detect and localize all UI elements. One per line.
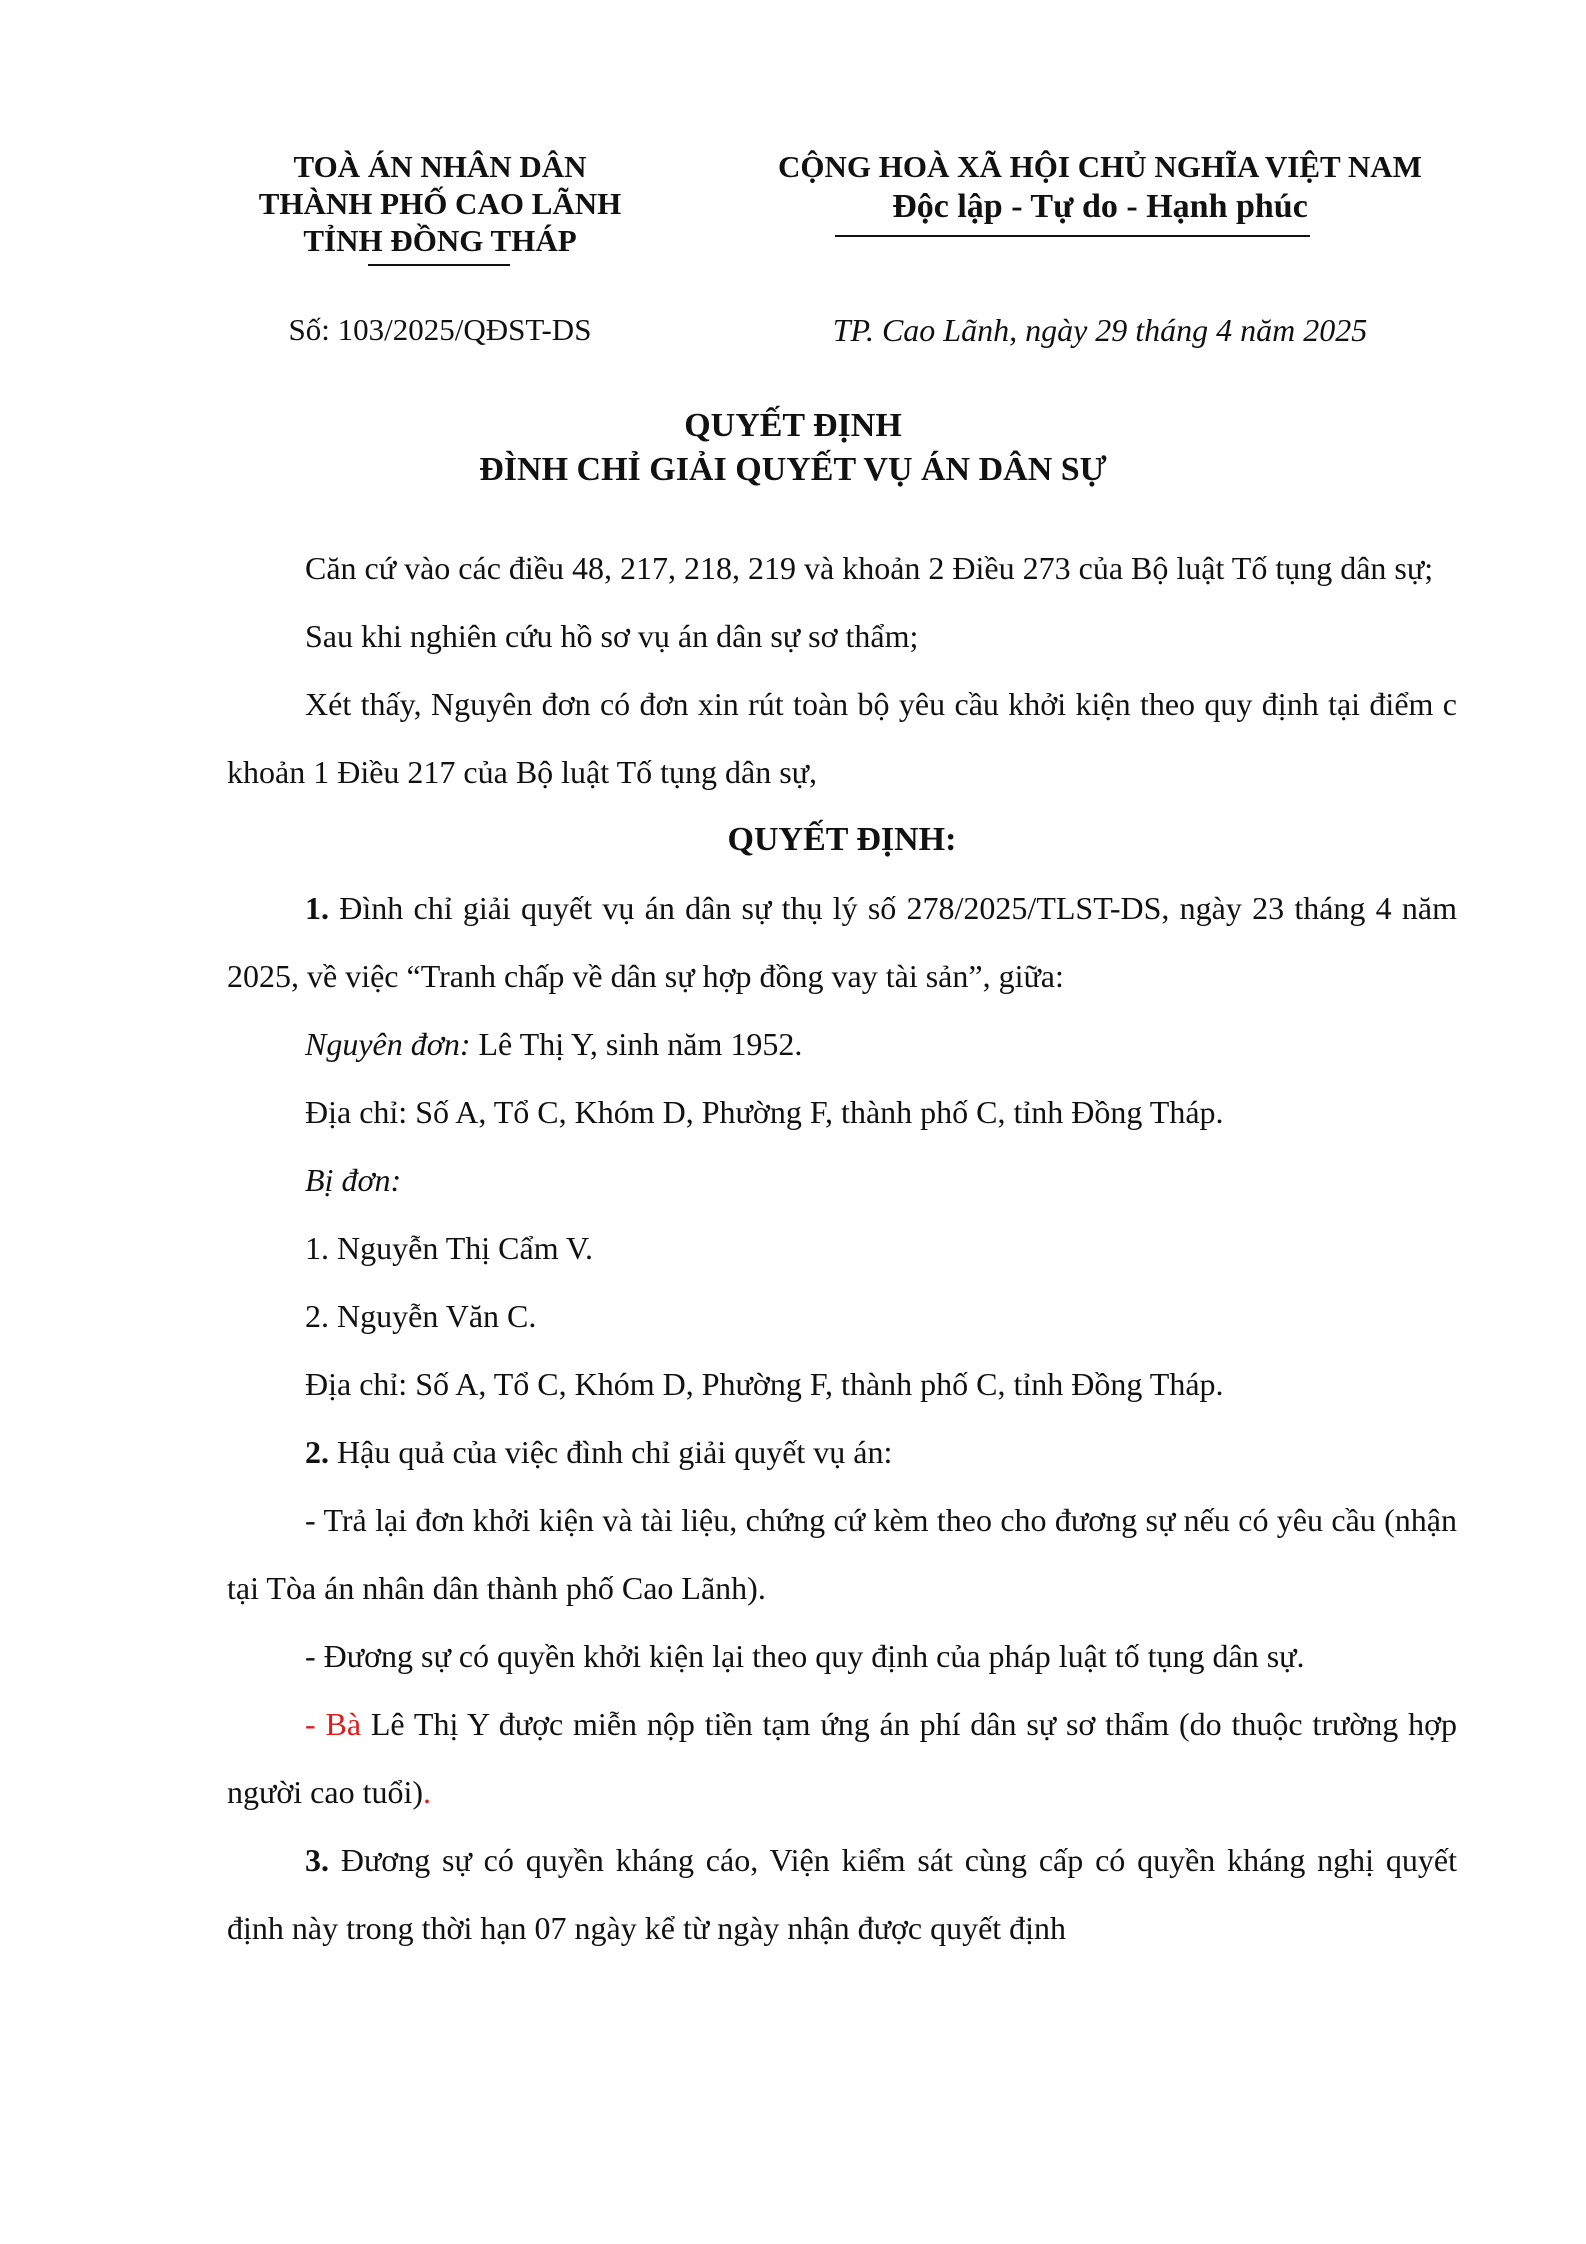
item-2-text: Hậu quả của việc đình chỉ giải quyết vụ án: xyxy=(329,1434,893,1470)
item-2-a: - Trả lại đơn khởi kiện và tài liệu, chứng cứ kèm theo cho đương sự nếu có yêu cầu (nhận tại Tòa án nhân dân thành phố Cao Lãnh). xyxy=(227,1502,1457,1606)
defendant-1: 1. Nguyễn Thị Cẩm V. xyxy=(305,1230,594,1266)
decision-heading: QUYẾT ĐỊNH: xyxy=(727,821,957,858)
place-date: TP. Cao Lãnh, ngày 29 tháng 4 năm 2025 xyxy=(832,312,1368,348)
document-body xyxy=(227,534,1457,1962)
preamble-finding: Xét thấy, Nguyên đơn có đơn xin rút toàn bộ yêu cầu khởi kiện theo quy định tại điểm c khoản 1 Điều 217 của Bộ luật Tố tụng dân sự, xyxy=(227,686,1457,790)
item-1 xyxy=(227,874,1457,1010)
item-2-c-end: . xyxy=(423,1774,431,1810)
country-name: CỘNG HOÀ XÃ HỘI CHỦ NGHĨA VIỆT NAM xyxy=(778,149,1422,184)
title-line-2: ĐÌNH CHỈ GIẢI QUYẾT VỤ ÁN DÂN SỰ xyxy=(479,451,1107,488)
court-city: THÀNH PHỐ CAO LÃNH xyxy=(258,186,622,221)
preamble-legal-basis: Căn cứ vào các điều 48, 217, 218, 219 và khoản 2 Điều 273 của Bộ luật Tố tụng dân sự; xyxy=(305,550,1434,586)
defendant-address: Địa chỉ: Số A, Tổ C, Khóm D, Phường F, thành phố C, tỉnh Đồng Tháp. xyxy=(305,1366,1224,1402)
plaintiff-value: Lê Thị Y, sinh năm 1952. xyxy=(470,1026,803,1062)
plaintiff-address: Địa chỉ: Số A, Tổ C, Khóm D, Phường F, thành phố C, tỉnh Đồng Tháp. xyxy=(305,1094,1224,1130)
title-line-1: QUYẾT ĐỊNH xyxy=(684,407,902,444)
motto-underline xyxy=(835,235,1310,237)
item-3 xyxy=(227,1826,1457,1962)
document-number: Số: 103/2025/QĐST-DS xyxy=(288,312,592,347)
item-1-text: Đình chỉ giải quyết vụ án dân sự thụ lý số 278/2025/TLST-DS, ngày 23 tháng 4 năm 2025, về việc “Tranh chấp về dân sự hợp đồng vay tài sản”, giữa: xyxy=(227,890,1457,994)
item-2-b: - Đương sự có quyền khởi kiện lại theo quy định của pháp luật tố tụng dân sự. xyxy=(305,1638,1305,1674)
court-header-underline xyxy=(368,264,510,266)
court-header xyxy=(220,148,660,259)
defendant-2: 2. Nguyễn Văn C. xyxy=(305,1298,537,1334)
item-2-c xyxy=(227,1690,1457,1826)
plaintiff xyxy=(227,1010,1457,1078)
preamble-review: Sau khi nghiên cứu hồ sơ vụ án dân sự sơ thẩm; xyxy=(305,618,919,654)
item-1-number: 1. xyxy=(305,890,329,926)
court-name: TOÀ ÁN NHÂN DÂN xyxy=(293,149,587,184)
court-province: TỈNH ĐỒNG THÁP xyxy=(303,223,577,258)
national-motto xyxy=(700,148,1500,229)
plaintiff-label: Nguyên đơn: xyxy=(305,1026,471,1062)
item-2-number: 2. xyxy=(305,1434,329,1470)
item-2 xyxy=(227,1418,1457,1486)
defendant-label: Bị đơn: xyxy=(305,1162,402,1198)
document-title xyxy=(0,404,1586,492)
item-2-c-text: Lê Thị Y được miễn nộp tiền tạm ứng án phí dân sự sơ thẩm (do thuộc trường hợp người cao tuổi) xyxy=(227,1706,1458,1810)
item-3-text: Đương sự có quyền kháng cáo, Viện kiểm sát cùng cấp có quyền kháng nghị quyết định này trong thời hạn 07 ngày kể từ ngày nhận được quyết định xyxy=(227,1842,1457,1946)
motto: Độc lập - Tự do - Hạnh phúc xyxy=(892,188,1308,225)
item-2-c-prefix: - Bà xyxy=(305,1706,362,1742)
item-3-number: 3. xyxy=(305,1842,329,1878)
